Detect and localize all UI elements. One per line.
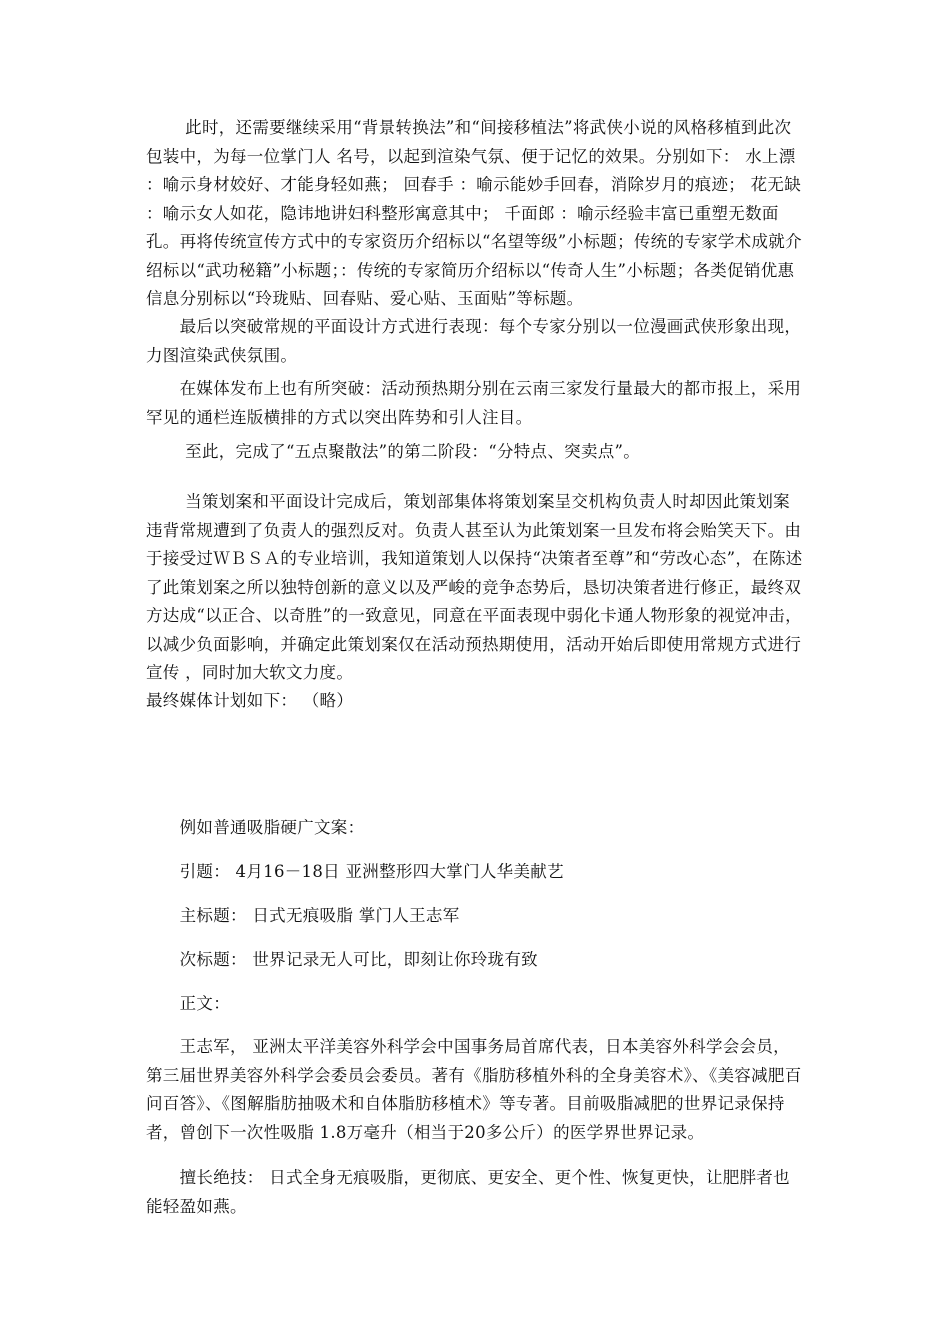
ad-copy-main-title: 主标题： 日式无痕吸脂 掌门人王志军 <box>146 906 460 925</box>
paragraph-proposal-review: 当策划案和平面设计完成后，策划部集体将策划案呈交机构负责人时却因此策划案违背常规遭到了负责人的强烈反对。负责人甚至认为此策划案一旦发布将会贻笑天下。由于接受过ＷＢＳＡ的专业培训，我知道策划人以保持“决策者至尊”和“劳改心态”，在陈述了此策划案之所以独特创新的意义以及严峻的竞争态势后，恳切决策者进行修正，最终双方达成“以正合、以奇胜”的一致意见，同意在平面表现中弱化卡通人物形象的视觉冲击，以减少负面影响，并确定此策划案仅在活动预热期使用，活动开始后即使用常规方式进行宣传 ，同时加大软文力度。 <box>146 492 803 682</box>
ad-copy-lead-title: 引题： 4月16－18日 亚洲整形四大掌门人华美献艺 <box>146 862 564 881</box>
ad-copy-intro: 例如普通吸脂硬广文案： <box>146 818 365 837</box>
paragraph-wuxia-style-transfer: 此时，还需要继续采用“背景转换法”和“间接移植法”将武侠小说的风格移植到此次包装中，为每一位掌门人 名号，以起到渲染气氛、便于记忆的效果。分别如下： 水上漂 ：喻示身材姣好、才能身轻如燕； 回春手 ：喻示能妙手回春，消除岁月的痕迹； 花无缺 ：喻示女人如花，隐讳地讲妇科整形寓意其中； 千面郎 ：喻示经验丰富已重塑无数面孔。再将传统宣传方式中的专家资历介绍标以“名望等级”小标题；传统的专家学术成就介绍标以“武功秘籍”小标题；：传统的专家简历介绍标以“传奇人生”小标题；各类促销优惠信息分别标以“玲珑贴、回春贴、爱心贴、玉面贴”等标题。 <box>146 118 807 308</box>
paragraph-media-plan: 最终媒体计划如下： （略） <box>146 691 354 710</box>
paragraph-media-release: 在媒体发布上也有所突破：活动预热期分别在云南三家发行量最大的都市报上，采用罕见的通栏连版横排的方式以突出阵势和引人注目。 <box>146 379 802 427</box>
paragraph-graphic-design: 最后以突破常规的平面设计方式进行表现：每个专家分别以一位漫画武侠形象出现，力图渲染武侠氛围。 <box>146 317 802 365</box>
ad-copy-body-label: 正文： <box>146 994 230 1013</box>
ad-copy-body: 王志军， 亚洲太平洋美容外科学会中国事务局首席代表，日本美容外科学会会员，第三届世界美容外科学会委员会委员。著有《脂肪移植外科的全身美容术》、《美容减肥百问百答》、《图解脂肪抽吸术和自体脂肪移植术》等专著。目前吸脂减肥的世界记录保持者，曾创下一次性吸脂 1.8万毫升（相当于20多公斤）的医学界世界记录。 <box>146 1037 802 1142</box>
ad-copy-subtitle: 次标题： 世界记录无人可比，即刻让你玲珑有致 <box>146 950 538 969</box>
paragraph-stage-complete: 至此，完成了“五点聚散法”的第二阶段：“分特点、突卖点”。 <box>146 442 641 461</box>
ad-copy-specialty: 擅长绝技： 日式全身无痕吸脂，更彻底、更安全、更个性、恢复更快，让肥胖者也能轻盈如燕。 <box>146 1168 790 1216</box>
